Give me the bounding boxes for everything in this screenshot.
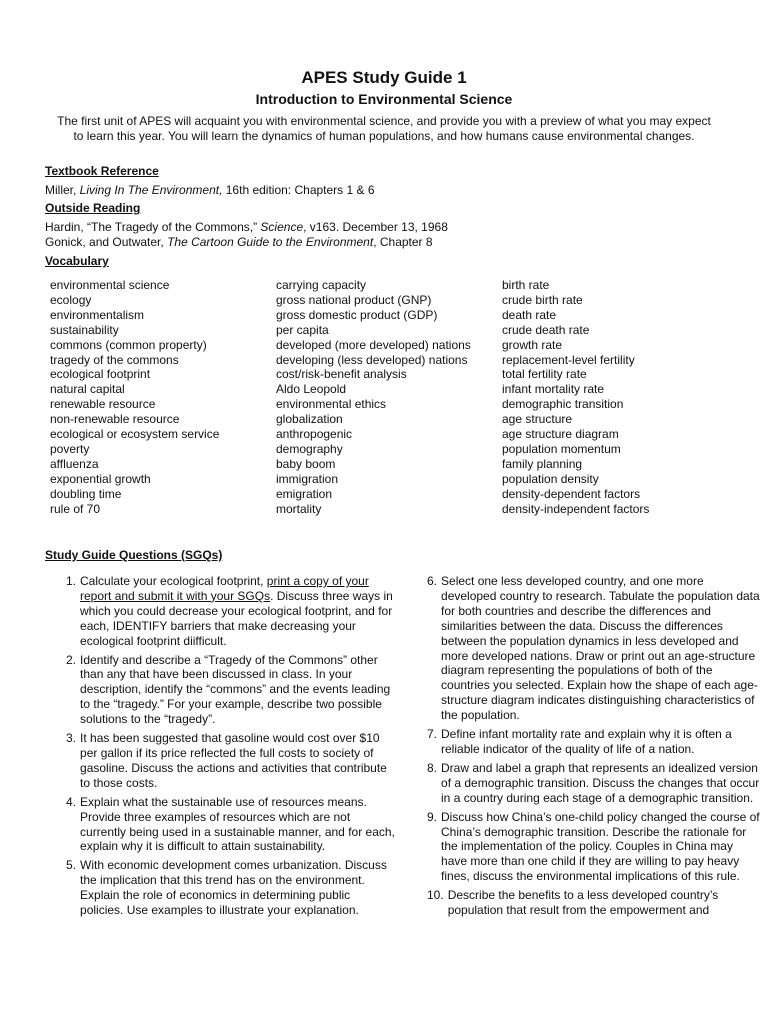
vocab-term: sustainability [50, 322, 119, 337]
textbook-post: 16th edition: Chapters 1 & 6 [222, 183, 375, 197]
vocab-term: demographic transition [502, 397, 624, 412]
vocab-term: ecological or ecosystem service [50, 427, 220, 442]
vocab-term: population density [502, 471, 599, 486]
vocab-term: carrying capacity [276, 278, 367, 292]
vocab-column-3 [502, 278, 649, 517]
vocab-term: age structure [502, 412, 573, 427]
vocab-term: environmentalism [50, 307, 145, 322]
outside-reading-heading: Outside Reading [45, 201, 141, 215]
vocab-term: demography [276, 441, 343, 456]
vocab-term: poverty [50, 441, 90, 456]
question-item [427, 810, 762, 885]
questions-right-column [427, 574, 762, 922]
vocab-term: crude death rate [502, 322, 590, 337]
question-number: 10. [427, 888, 444, 903]
question-number: 1. [66, 574, 77, 588]
vocab-term: renewable resource [50, 397, 156, 412]
question-text: Select one less developed country, and one more developed country to research. Tabulate the population data for both countries and describe the differences and similarities between the data. Discuss the differences between the population dynamics in less developed and more developed nations. Draw or print out an age-structure diagram representing the populations of both of the countries you selected. Explain how the shape of each age-structure diagram indicates distinguishing characteristics of the population. [441, 574, 760, 723]
vocab-term: ecology [50, 292, 92, 307]
question-number: 6. [427, 574, 438, 588]
vocab-term: family planning [502, 456, 583, 471]
intro-paragraph: The first unit of APES will acquaint you with environmental science, and provide you with a preview of what you may expect to learn this year. You will learn the dynamics of human populations, and how humans cause environmental changes. [57, 114, 711, 143]
textbook-citation [45, 183, 375, 197]
question-text: It has been suggested that gasoline would cost over $10 per gallon if its price reflected the full costs to society of gasoline. Discuss the actions and activities that contribute to those costs. [80, 731, 387, 790]
citation-2-pre: Gonick, and Outwater, [45, 235, 168, 249]
question-1 [66, 574, 396, 649]
vocab-term: developing (less developed) nations [276, 352, 468, 367]
vocab-term: developed (more developed) nations [276, 337, 471, 352]
question-number: 3. [66, 731, 77, 746]
vocab-term: non-renewable resource [50, 412, 180, 427]
question-text: Draw and label a graph that represents an idealized version of a demographic transition. Discuss the changes that occur in a country during each stage of a demographic transition. [441, 760, 760, 805]
vocab-term: gross domestic product (GDP) [276, 307, 438, 322]
vocab-term: commons (common property) [50, 337, 207, 352]
question-text: Define infant mortality rate and explain why it is often a reliable indicator of the quality of life of a nation. [441, 727, 732, 756]
vocab-term: ecological footprint [50, 367, 151, 382]
vocab-term: growth rate [502, 337, 563, 352]
vocab-term: mortality [276, 501, 322, 516]
citation-1-journal: Science [260, 220, 304, 234]
vocab-term: environmental science [50, 278, 170, 292]
citation-2-post: , Chapter 8 [373, 235, 433, 249]
vocab-term: infant mortality rate [502, 382, 605, 397]
vocabulary-heading: Vocabulary [45, 254, 109, 268]
vocab-term: baby boom [276, 456, 336, 471]
question-text: Describe the benefits to a less developed country’s population that result from the empowerment and [447, 888, 719, 918]
vocab-column-1 [50, 278, 219, 517]
question-item [66, 731, 396, 791]
vocab-column-2 [276, 278, 471, 517]
outside-reading-citation-2 [45, 235, 433, 249]
vocab-term: anthropogenic [276, 427, 353, 442]
vocab-term: age structure diagram [502, 427, 619, 442]
sgq-heading: Study Guide Questions (SGQs) [45, 548, 223, 562]
q1-pre: Calculate your ecological footprint, [80, 574, 267, 588]
question-item [66, 653, 396, 728]
question-text: Discuss how China’s one-child policy changed the course of China’s demographic transition. Describe the rationale for the implementation of the policy. Couples in China may have more than one child if they are willing to pay heavy fines, discuss the environmental implications of this rule. [441, 809, 760, 884]
question-number: 4. [66, 794, 77, 809]
vocab-term: doubling time [50, 486, 122, 501]
vocab-term: immigration [276, 471, 339, 486]
textbook-heading: Textbook Reference [45, 164, 159, 178]
vocab-term: Aldo Leopold [276, 382, 347, 397]
vocab-term: gross national product (GNP) [276, 292, 432, 307]
vocab-term: crude birth rate [502, 292, 583, 307]
question-text: Identify and describe a “Tragedy of the Commons” other than any that have been discussed in class. In your description, identify the “commons” and the events leading to the “tragedy.” For your example, describe two possible solutions to the “tragedy”. [80, 652, 391, 727]
vocab-term: per capita [276, 322, 329, 337]
vocab-term: replacement-level fertility [502, 352, 635, 367]
vocab-term: tragedy of the commons [50, 352, 179, 367]
question-number: 5. [66, 858, 77, 873]
vocab-term: affluenza [50, 456, 99, 471]
vocab-term: exponential growth [50, 471, 151, 486]
question-item [66, 795, 396, 855]
question-item [427, 574, 762, 723]
vocab-term: globalization [276, 412, 343, 427]
vocab-term: total fertility rate [502, 367, 587, 382]
vocab-term: cost/risk-benefit analysis [276, 367, 407, 382]
question-number: 8. [427, 760, 438, 775]
vocab-term: emigration [276, 486, 333, 501]
question-number: 7. [427, 727, 438, 742]
question-item [427, 888, 762, 918]
question-number: 9. [427, 809, 438, 824]
question-item [427, 727, 762, 757]
question-item [66, 858, 396, 918]
vocab-term: death rate [502, 307, 557, 322]
textbook-title: Living In The Environment, [79, 183, 223, 197]
question-text [80, 574, 396, 649]
page-subtitle: Introduction to Environmental Science [255, 91, 513, 107]
question-item [427, 761, 762, 806]
q1-underlined: print a copy of your report and submit it with your SGQs [80, 574, 369, 603]
question-text: Explain what the sustainable use of resources means. Provide three examples of resources which are not currently being used in a sustainable manner, and for each, explain why it is difficult to attain sustainability. [80, 794, 395, 854]
q1-post: . Discuss three ways in which you could decrease your ecological footprint, and for each, IDENTIFY barriers that make decreasing your ecological footprint diifficult. [80, 588, 393, 648]
vocab-term: environmental ethics [276, 397, 387, 412]
citation-1-pre: Hardin, “The Tragedy of the Commons,” [45, 220, 261, 234]
citation-1-post: , v163. December 13, 1968 [303, 220, 448, 234]
vocab-term: rule of 70 [50, 501, 101, 516]
vocab-term: density-dependent factors [502, 486, 641, 501]
question-text: With economic development comes urbanization. Discuss the implication that this trend has on the environment. Explain the role of economics in determining public policies. Use examples to illustrate your explanation. [80, 858, 387, 918]
questions-left-column [66, 574, 396, 922]
vocab-term: population momentum [502, 441, 621, 456]
vocab-term: birth rate [502, 278, 550, 292]
citation-2-book: The Cartoon Guide to the Environment [167, 235, 374, 249]
textbook-pre: Miller, [45, 183, 80, 197]
vocab-term: density-independent factors [502, 501, 650, 516]
page-title: APES Study Guide 1 [301, 68, 467, 87]
outside-reading-citation-1 [45, 220, 448, 234]
vocab-term: natural capital [50, 382, 125, 397]
question-number: 2. [66, 652, 77, 667]
